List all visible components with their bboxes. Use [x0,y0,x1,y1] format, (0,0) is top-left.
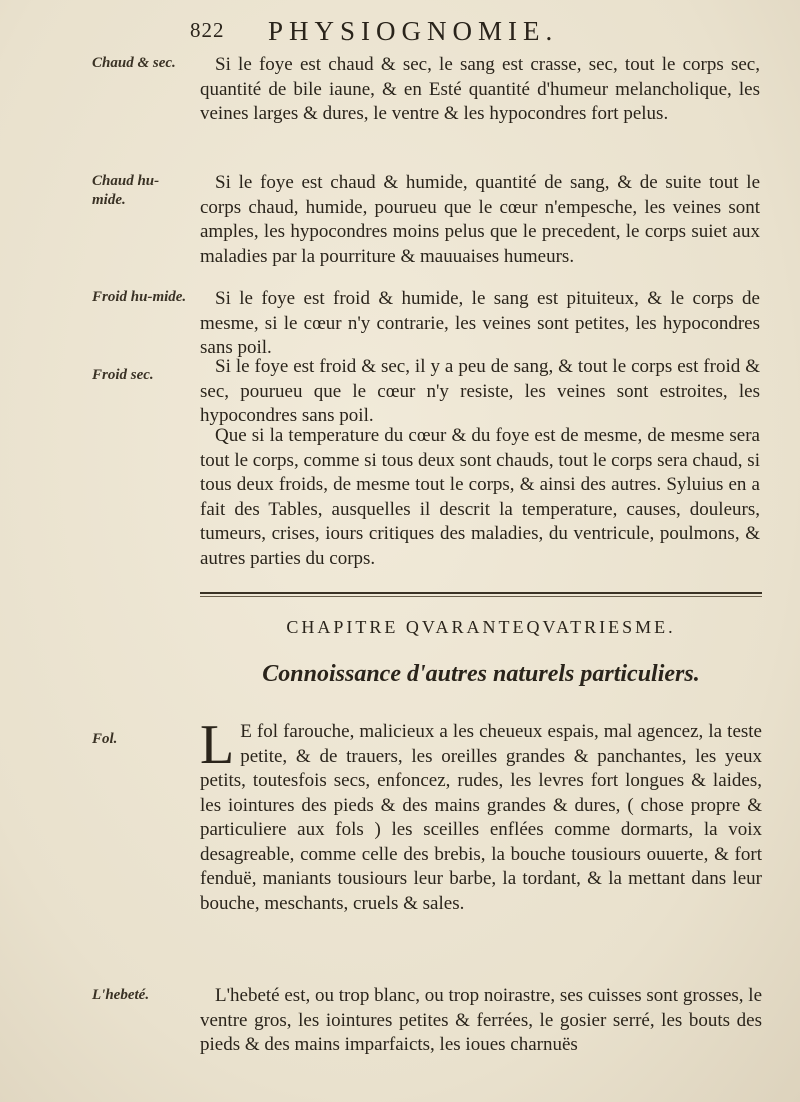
paragraph-fol-text: E fol farouche, malicieux a les cheueux espais, mal agencez, la teste petite, & de trauers, les oreilles grandes & panchantes, les yeux petits, toutesfois secs, enfoncez, rudes, les levres fort longues & laides, les iointures des pieds & des mains grandes & dures, ( chose propre & particuliere aux fols ) les sceilles enflées comme dormarts, la voix desagreable, comme celle des brebis, la bouche tousiours ouuerte, & fort fenduë, maniants tousiours leur barbe, la tordant, & la mettant dans leur bouche, meschants, cruels & sales. [200,721,762,914]
running-head [180,14,760,54]
section-divider [200,592,762,594]
paragraph-froid-sec: Si le foye est froid & sec, il y a peu de sang, & tout le corps est froid & sec, pourueu que le cœur n'y resiste, les veines sont estroites, les hypocondres sans poil. [200,356,760,426]
margin-note-fol: Fol. [92,731,118,747]
margin-note-froid-sec: Froid sec. [92,367,154,383]
drop-cap: L [200,714,235,776]
paragraph-chaud-sec: Si le foye est chaud & sec, le sang est crasse, sec, tout le corps sec, quantité de bile iaune, & en Esté quantité d'humeur melancholique, les veines larges & dures, le ventre & les hypocondres fort pelus. [200,54,760,124]
margin-note-chaud-sec: Chaud & sec. [92,55,176,71]
page-number: 822 [190,18,225,42]
margin-note-froid-humide: Froid hu-mide. [92,289,187,305]
margin-note-chaud-humide: Chaud hu-mide. [92,173,160,208]
chapter-heading: CHAPITRE QVARANTEQVATRIESME. [286,617,676,637]
running-title: PHYSIOGNOMIE. [268,16,559,46]
paragraph-chaud-humide: Si le foye est chaud & humide, quantité de sang, & de suite tout le corps chaud, humide, pourueu que le cœur n'empesche, les veines sont amples, les hypocondres moins pelus que le precedent, le corps suiet aux maladies par la pourriture & mauuaises humeurs. [200,172,760,267]
section-divider-thin [200,596,762,597]
chapter-subtitle: Connoissance d'autres naturels particuliers. [262,661,700,687]
margin-note-hebete: L'hebeté. [92,987,150,1003]
paragraph-froid-humide: Si le foye est froid & humide, le sang est pituiteux, & le corps de mesme, si le cœur n'y contrarie, les veines sont petites, les hypocondres sans poil. [200,288,760,358]
paragraph-temperature: Que si la temperature du cœur & du foye est de mesme, de mesme sera tout le corps, comme si tous deux sont chauds, tout le corps sera chaud, si tous deux froids, de mesme tout le corps, & ainsi des autres. Syluius en a fait des Tables, ausquelles il descrit la temperature, causes, douleurs, tumeurs, crises, iours critiques des maladies, du ventricule, poulmons, & autres parties du corps. [200,425,760,569]
paragraph-fol [200,714,762,916]
paragraph-hebete: L'hebeté est, ou trop blanc, ou trop noirastre, ses cuisses sont grosses, le ventre gros, les iointures petites & ferrées, le gosier serré, les bouts des pieds & des mains imparfaicts, les ioues charnuës [200,985,762,1055]
